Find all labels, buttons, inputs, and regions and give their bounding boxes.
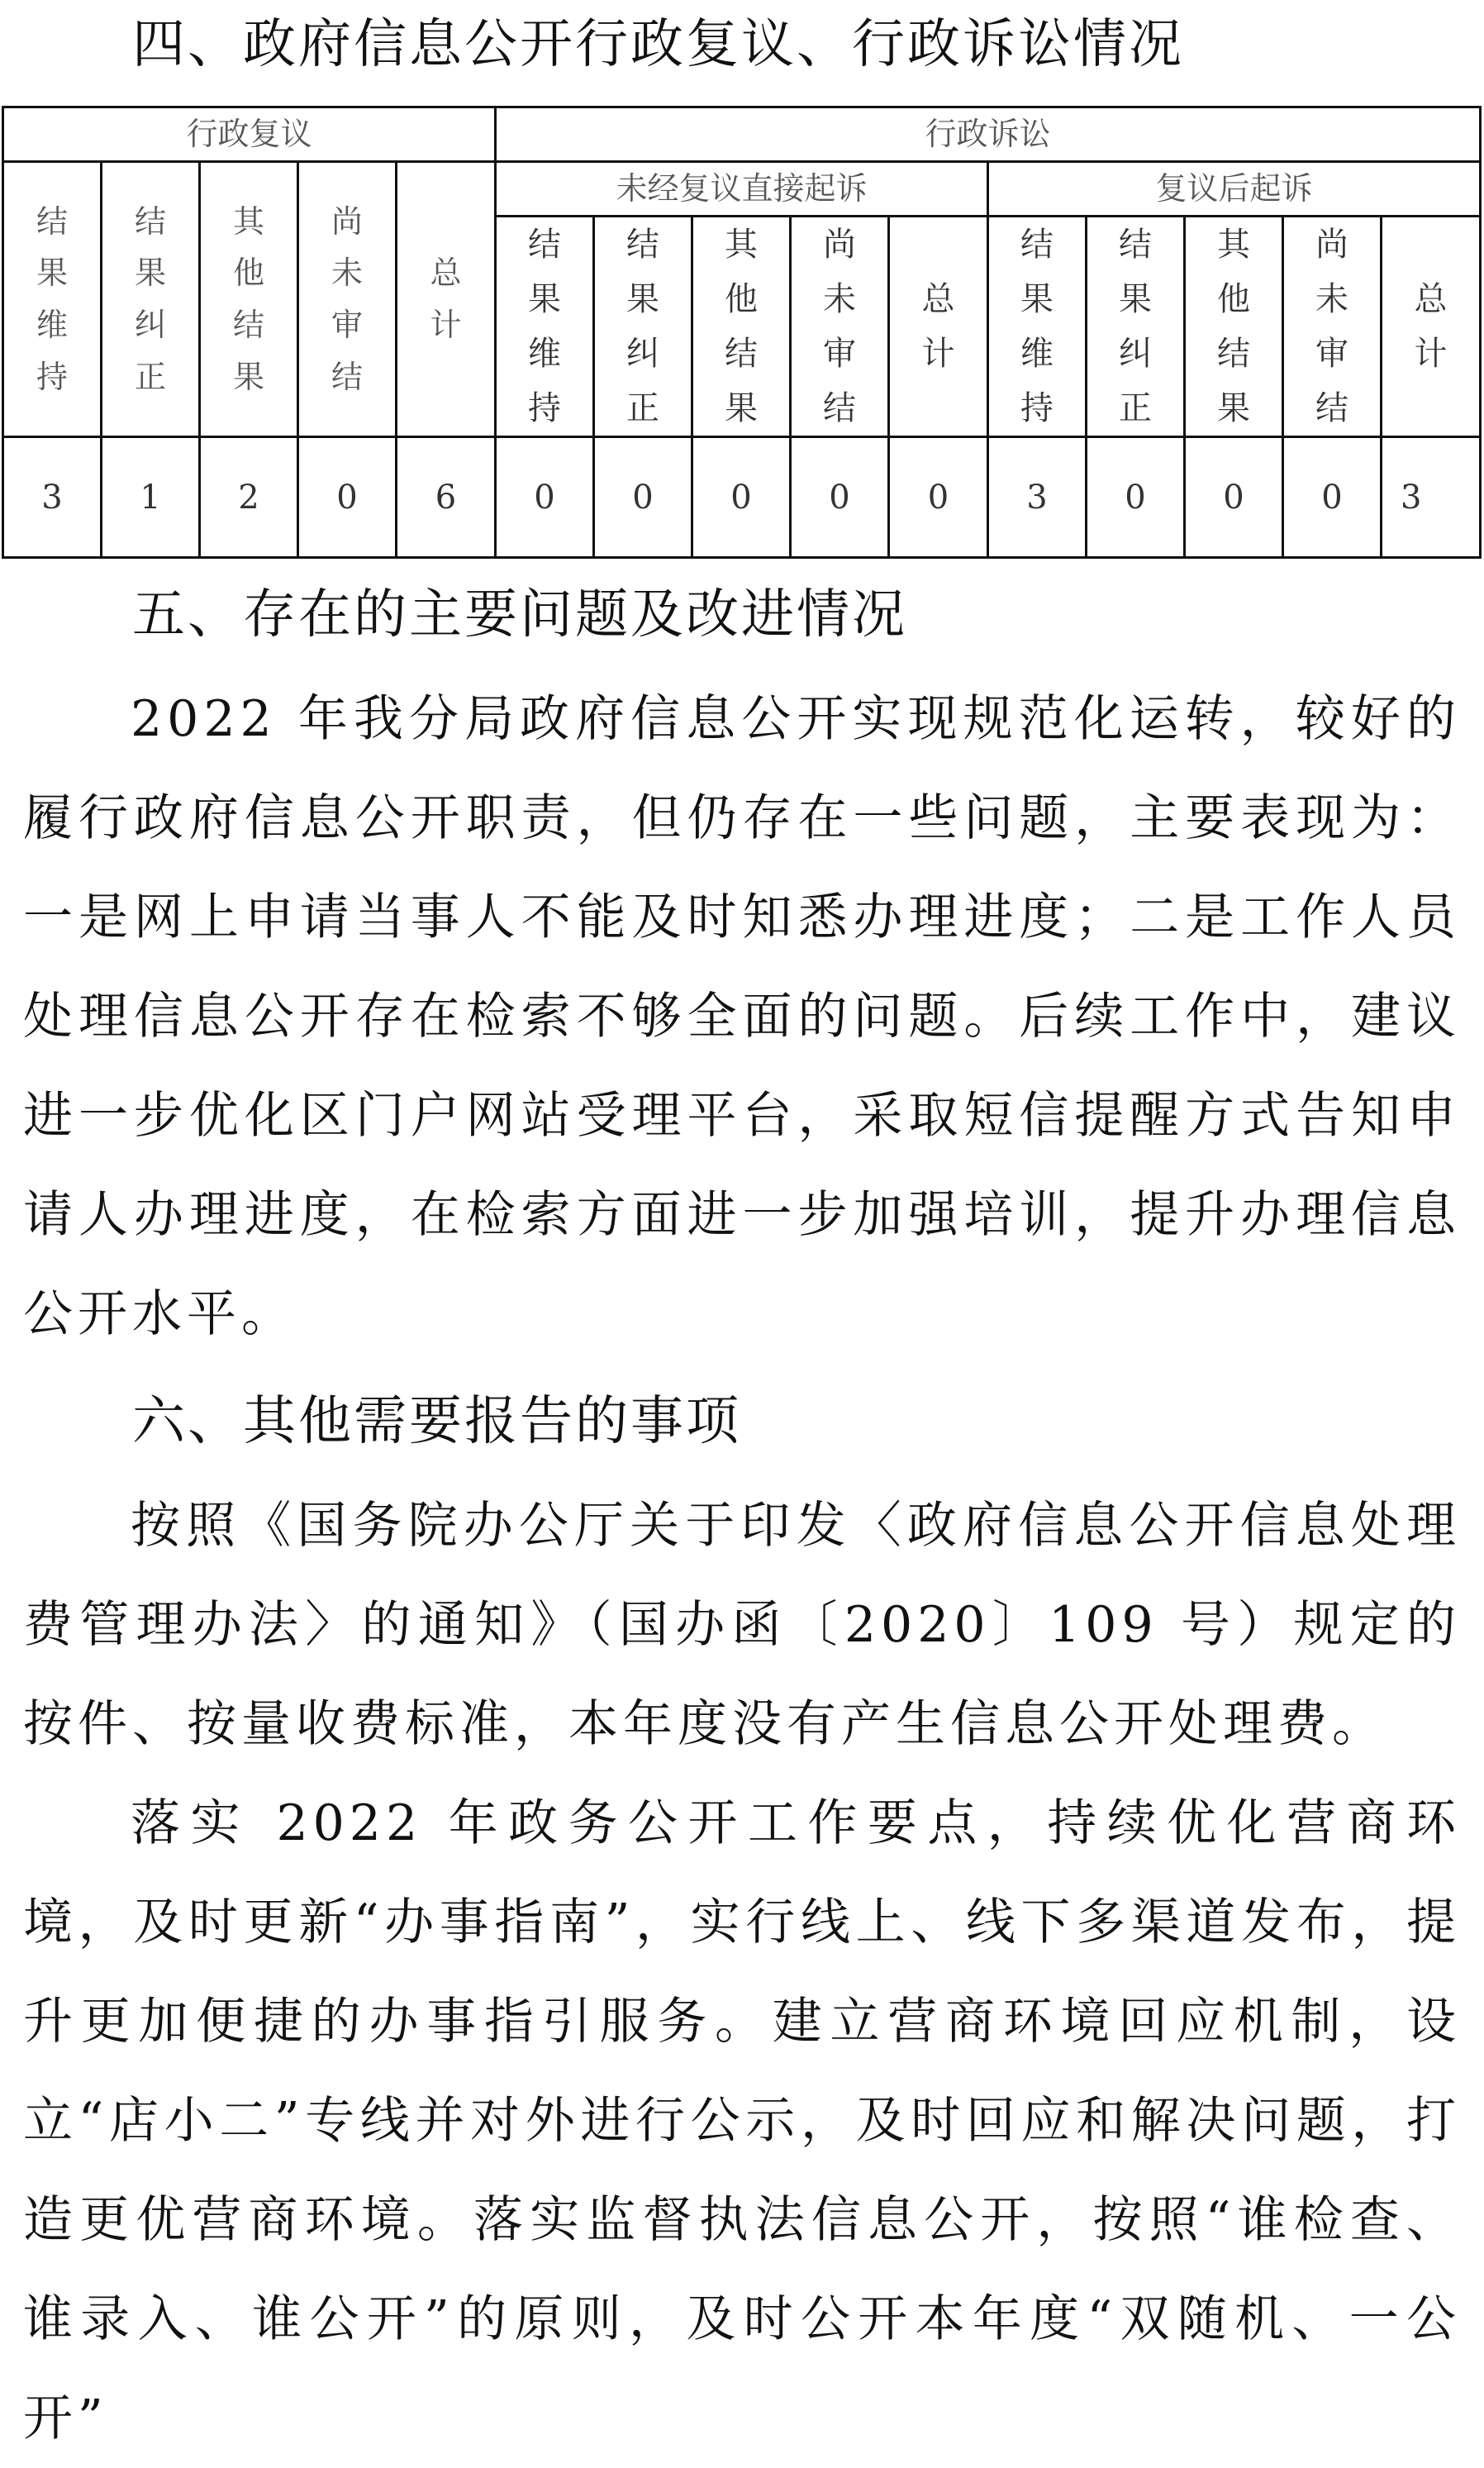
review-value: 2 xyxy=(200,437,298,558)
section-4-heading: 四、政府信息公开行政复议、行政诉讼情况 xyxy=(132,14,1184,75)
header-admin-litigation: 行政诉讼 xyxy=(496,107,1481,162)
direct-col-header: 结果纠正 xyxy=(594,217,692,437)
header-litigation-after-review: 复议后起诉 xyxy=(988,162,1481,217)
review-value: 0 xyxy=(298,437,397,558)
review-col-header: 其他结果 xyxy=(200,162,298,437)
header-admin-review: 行政复议 xyxy=(3,107,496,162)
direct-col-header: 结果维持 xyxy=(496,217,594,437)
review-value: 1 xyxy=(102,437,200,558)
review-value: 3 xyxy=(3,437,102,558)
review-value-total: 6 xyxy=(397,437,496,558)
section-6-heading: 六、其他需要报告的事项 xyxy=(132,1391,741,1452)
review-col-header: 结果维持 xyxy=(3,162,102,437)
after-col-header: 结果维持 xyxy=(988,217,1087,437)
section-6-paragraph-2: 落实 2022 年政务公开工作要点，持续优化营商环境，及时更新“办事指南”，实行线上、线下多渠道发布，提升更加便捷的办事指引服务。建立营商环境回应机制，设立“店小二”专线并对外进行公示，及时回应和解决问题，打造更优营商环境。落实监督执法信息公开，按照“谁检查、谁录入、谁公开”的原则，及时公开本年度“双随机、一公开” xyxy=(23,1794,1461,2447)
direct-value-total: 0 xyxy=(889,437,988,558)
after-col-header: 结果纠正 xyxy=(1087,217,1185,437)
direct-value: 0 xyxy=(692,437,791,558)
after-col-header: 其他结果 xyxy=(1185,217,1283,437)
after-value: 3 xyxy=(988,437,1087,558)
review-col-header: 尚未审结 xyxy=(298,162,397,437)
direct-value: 0 xyxy=(791,437,889,558)
direct-value: 0 xyxy=(594,437,692,558)
after-value: 0 xyxy=(1185,437,1283,558)
section-6-paragraph-1: 按照《国务院办公厅关于印发〈政府信息公开信息处理费管理办法〉的通知》（国办函〔2020〕109 号）规定的按件、按量收费标准，本年度没有产生信息公开处理费。 xyxy=(23,1497,1461,1753)
section-5-paragraph: 2022 年我分局政府信息公开实现规范化运转，较好的履行政府信息公开职责，但仍存在一些问题，主要表现为：一是网上申请当事人不能及时知悉办理进度；二是工作人员处理信息公开存在检索不够全面的问题。后续工作中，建议进一步优化区门户网站受理平台，采取短信提醒方式告知申请人办理进度，在检索方面进一步加强培训，提升办理信息公开水平。 xyxy=(23,690,1461,1343)
after-col-header: 尚未审结 xyxy=(1283,217,1382,437)
after-value: 0 xyxy=(1087,437,1185,558)
direct-col-header: 其他结果 xyxy=(692,217,791,437)
after-value-total: 3 xyxy=(1382,437,1481,558)
header-direct-litigation: 未经复议直接起诉 xyxy=(496,162,988,217)
direct-col-header: 尚未审结 xyxy=(791,217,889,437)
direct-value: 0 xyxy=(496,437,594,558)
after-col-header-total: 总计 xyxy=(1382,217,1481,437)
admin-review-litigation-table xyxy=(2,106,1482,559)
review-col-header: 结果纠正 xyxy=(102,162,200,437)
review-col-header-total: 总计 xyxy=(397,162,496,437)
table-row xyxy=(3,437,1481,558)
after-value: 0 xyxy=(1283,437,1382,558)
direct-col-header-total: 总计 xyxy=(889,217,988,437)
section-5-heading: 五、存在的主要问题及改进情况 xyxy=(132,584,907,646)
